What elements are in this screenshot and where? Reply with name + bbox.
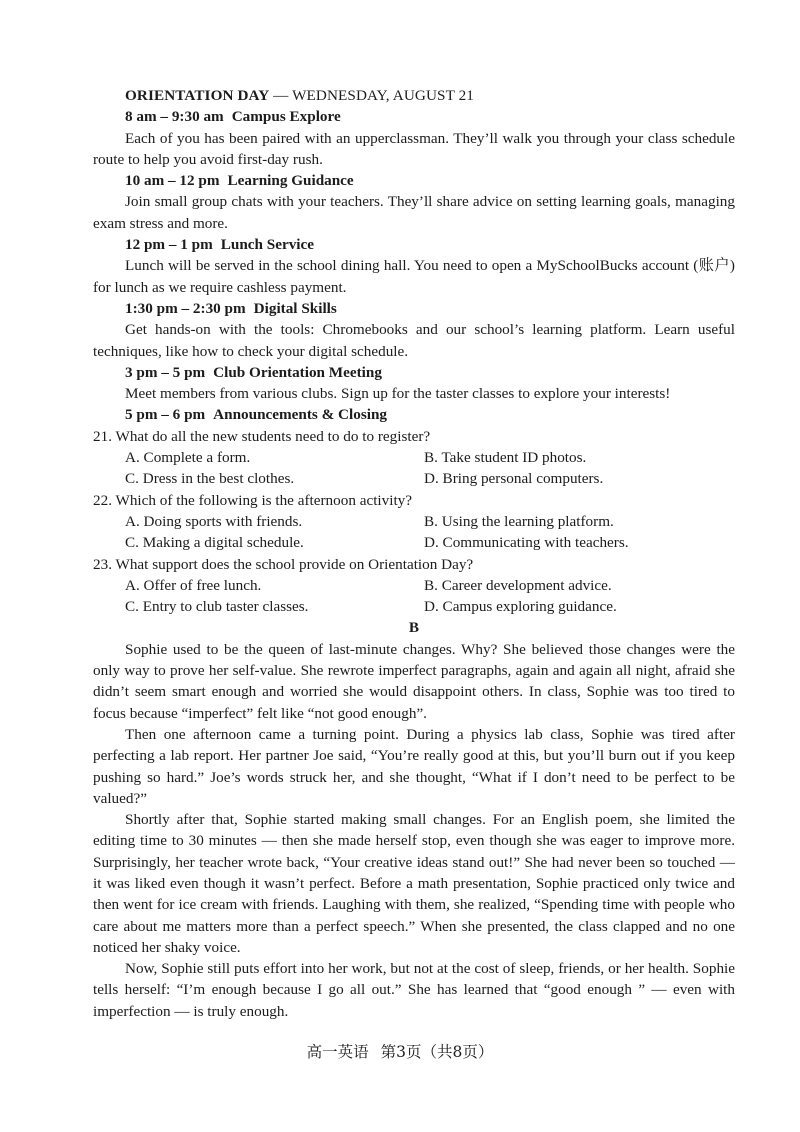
event-name: Digital Skills (253, 299, 337, 317)
question-options (125, 447, 735, 490)
event-time: 3 pm – 5 pm (125, 363, 206, 381)
option-d: D. Communicating with teachers. (424, 534, 629, 552)
event-lunch-service (93, 234, 735, 298)
option-b: B. Career development advice. (424, 576, 612, 594)
option-a: A. Doing sports with friends. (125, 512, 303, 530)
question-stem: 23. What support does the school provide on Orientation Day? (93, 555, 474, 573)
event-name: Campus Explore (231, 108, 341, 126)
option-c: C. Entry to club taster classes. (125, 598, 309, 616)
option-b: B. Using the learning platform. (424, 512, 614, 530)
event-description: Each of you has been paired with an upperclassman. They’ll walk you through your class schedule route to help you avoid first-day rush. (93, 129, 735, 168)
event-time: 5 pm – 6 pm (125, 406, 206, 424)
event-description: Get hands-on with the tools: Chromebooks and our school’s learning platform. Learn useful techniques, like how to check your digital schedule. (93, 321, 735, 360)
event-learning-guidance (93, 170, 735, 234)
passage-paragraph: Sophie used to be the queen of last-minute changes. Why? She believed those changes were the only way to prove her self-value. She rewrote imperfect paragraphs, again and again all night, afraid she didn’t seem smart enough and worried she would disappoint others. In class, Sophie was too tired to focus because “imperfect” felt like “not good enough”. (93, 640, 735, 722)
option-d: D. Bring personal computers. (424, 470, 604, 488)
option-a: A. Complete a form. (125, 449, 251, 467)
event-time: 10 am – 12 pm (125, 172, 220, 190)
event-digital-skills (93, 298, 735, 362)
event-club-orientation (93, 362, 735, 405)
title-date: — WEDNESDAY, AUGUST 21 (269, 87, 474, 104)
footer-subject: 高一英语 (306, 1043, 369, 1061)
option-a: A. Offer of free lunch. (125, 576, 262, 594)
section-b-label: B (408, 619, 420, 637)
event-description: Lunch will be served in the school dining hall. You need to open a MySchoolBucks account (账户) for lunch as we require cashless payment. (93, 257, 735, 296)
question-options (125, 575, 735, 618)
question-options (125, 511, 735, 554)
passage-paragraph: Then one afternoon came a turning point. During a physics lab class, Sophie was tired after perfecting a lab report. Her partner Joe said, “You’re really good at this, but you’ll burn out if you keep pushing so hard.” Joe’s words struck her, and she thought, “What if I don’t need to be perfect to be valued?” (93, 725, 735, 807)
event-name: Lunch Service (220, 236, 314, 254)
question-21 (93, 426, 735, 490)
footer-page-number: 第3页（共8页） (380, 1043, 494, 1061)
option-c: C. Dress in the best clothes. (125, 470, 295, 488)
event-name: Announcements & Closing (213, 406, 388, 424)
option-c: C. Making a digital schedule. (125, 534, 304, 552)
page-content (93, 85, 735, 1022)
passage-paragraph: Now, Sophie still puts effort into her work, but not at the cost of sleep, friends, or her health. Sophie tells herself: “I’m enough because I go all out.” She has learned that “good enough ” — even with imperfection — is truly enough. (93, 960, 735, 1020)
question-22 (93, 490, 735, 554)
orientation-title (125, 85, 735, 106)
event-time: 8 am – 9:30 am (125, 108, 224, 126)
event-campus-explore (93, 106, 735, 170)
question-23 (93, 554, 735, 618)
event-name: Learning Guidance (227, 172, 354, 190)
event-time: 1:30 pm – 2:30 pm (125, 299, 246, 317)
passage-b (93, 639, 735, 1022)
question-stem: 21. What do all the new students need to do to register? (93, 427, 431, 445)
event-name: Club Orientation Meeting (213, 363, 382, 381)
page-footer (0, 1040, 800, 1062)
event-closing (93, 404, 735, 425)
passage-paragraph: Shortly after that, Sophie started making small changes. For an English poem, she limited the editing time to 30 minutes — then she made herself stop, even though she was eager to improve more. Surprisingly, her teacher wrote back, “Your creative ideas stand out!” She had never been so touched — it was liked even though it wasn’t perfect. Before a math presentation, Sophie practiced only twice and then went for ice cream with friends. Laughing with them, she realized, “Spending time with people who care about me matters more than a perfect speech.” When she presented, the class clapped and no one noticed her shaky voice. (93, 811, 735, 956)
title-bold: ORIENTATION DAY (125, 87, 270, 104)
event-description: Join small group chats with your teachers. They’ll share advice on setting learning goals, managing exam stress and more. (93, 193, 735, 232)
option-b: B. Take student ID photos. (424, 449, 587, 467)
event-description: Meet members from various clubs. Sign up for the taster classes to explore your interests! (125, 385, 671, 403)
event-time: 12 pm – 1 pm (125, 236, 213, 254)
question-stem: 22. Which of the following is the afternoon activity? (93, 491, 412, 509)
option-d: D. Campus exploring guidance. (424, 598, 617, 616)
